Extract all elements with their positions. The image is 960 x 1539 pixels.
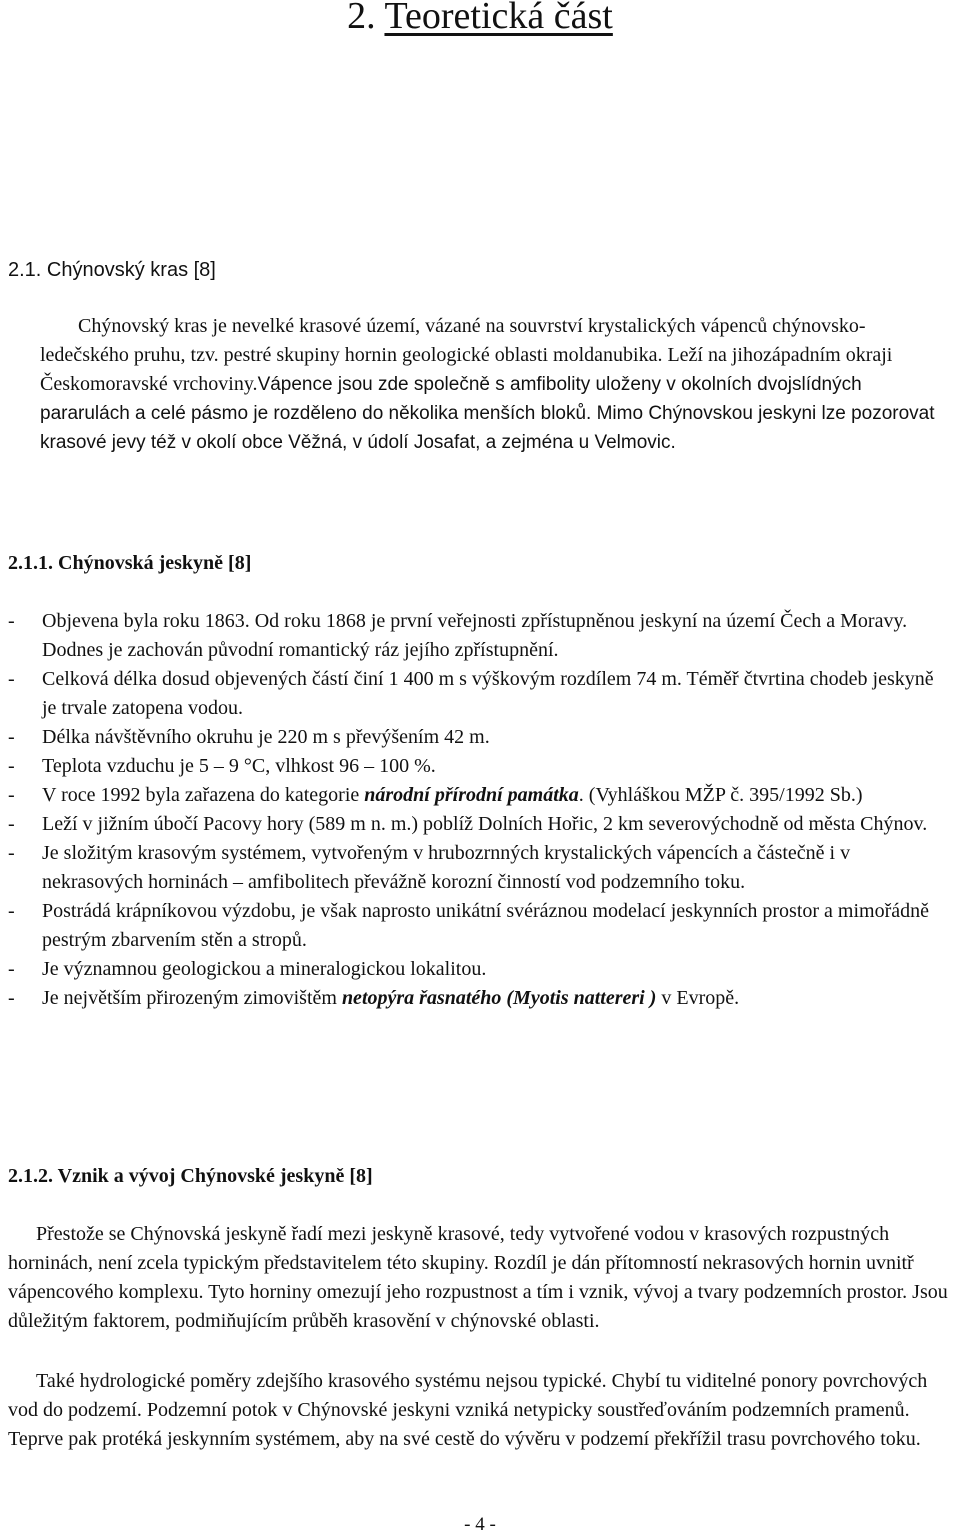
list-item: - Je složitým krasovým systémem, vytvořeným v hrubozrnných krystalických vápencích a částečně i v nekrasových horninách – amfibolitech převážně korozní činností vod podzemního toku.: [8, 842, 851, 893]
section-2-1-paragraph: [40, 312, 950, 457]
page-number: - 4 -: [464, 1514, 496, 1535]
emphasis-text: netopýra řasnatého (Myotis nattereri ): [341, 987, 657, 1009]
list-item: - Leží v jižním úbočí Pacovy hory (589 m n. m.) poblíž Dolních Hořic, 2 km severovýchodně od města Chýnov.: [8, 813, 928, 835]
list-item: - Postrádá krápníkovou výzdobu, je však naprosto unikátní svéráznou modelací jeskynních prostor a mimořádně pestrým zbarvením stěn a stropů.: [8, 900, 930, 951]
title-number: 2.: [347, 0, 376, 37]
section-heading-2-1-1: 2.1.1. Chýnovská jeskyně [8]: [8, 552, 252, 574]
list-item: - Celková délka dosud objevených částí činí 1 400 m s výškovým rozdílem 74 m. Téměř čtvrtina chodeb jeskyně je trvale zatopena vodou.: [8, 668, 934, 719]
title-text: Teoretická část: [384, 0, 613, 37]
paragraph-part-1: Chýnovský kras je nevelké krasové území, vázané na souvrství krystalických vápenců chýnovsko-ledečského pruhu, tzv. pestré skupiny hornin geologické oblasti moldanubika. Leží na jihozápadním okraji Českomoravské vrchoviny.: [40, 315, 893, 395]
list-item: - Délka návštěvního okruhu je 220 m s převýšením 42 m.: [8, 726, 490, 748]
section-heading-2-1-2: 2.1.2. Vznik a vývoj Chýnovské jeskyně [8]: [8, 1165, 373, 1187]
emphasis-text: národní přírodní památka: [364, 784, 579, 806]
list-item: - Je největším přirozeným zimovištěm netopýra řasnatého (Myotis nattereri ) v Evropě.: [8, 987, 740, 1009]
cave-facts-list: [8, 607, 948, 1013]
list-item: - Je významnou geologickou a mineralogickou lokalitou.: [8, 958, 487, 980]
paragraph-part-2: Vápence jsou zde společně s amfibolity uloženy v okolních dvojslídných pararulách a celé pásmo je rozděleno do několika menších bloků. Mimo Chýnovskou jeskyni lze pozorovat krasové jevy též v okolí obce Věžná, v údolí Josafat, a zejména u Velmovic.: [40, 374, 935, 453]
section-2-1-2-paragraph-2: Také hydrologické poměry zdejšího krasového systému nejsou typické. Chybí tu viditelné ponory povrchových vod do podzemí. Podzemní potok v Chýnovské jeskyni vzniká netypicky soustřeďováním podzemních pramenů. Teprve pak protéká jeskynním systémem, aby na své cestě do vývěru v podzemí překřížil trasu povrchového toku.: [8, 1370, 928, 1450]
section-2-1-2-paragraph-1: Přestože se Chýnovská jeskyně řadí mezi jeskyně krasové, tedy vytvořené vodou v krasových rozpustných horninách, není zcela typickým představitelem této skupiny. Rozdíl je dán přítomností nekrasových hornin uvnitř vápencového komplexu. Tyto horniny omezují jeho rozpustnost a tím i vznik, vývoj a tvary podzemních prostor. Jsou důležitým faktorem, podmiňujícím průběh krasovění v chýnovské oblasti.: [8, 1223, 948, 1332]
section-heading-2-1: 2.1. Chýnovský kras [8]: [8, 259, 216, 281]
list-item: - V roce 1992 byla zařazena do kategorie národní přírodní památka. (Vyhláškou MŽP č. 395/1992 Sb.): [8, 784, 863, 806]
list-item: - Teplota vzduchu je 5 – 9 °C, vlhkost 96 – 100 %.: [8, 755, 436, 777]
list-item: - Objevena byla roku 1863. Od roku 1868 je první veřejnosti zpřístupněnou jeskyní na území Čech a Moravy. Dodnes je zachován původní romantický ráz jejího zpřístupnění.: [8, 610, 908, 661]
page-title: [0, 0, 960, 40]
